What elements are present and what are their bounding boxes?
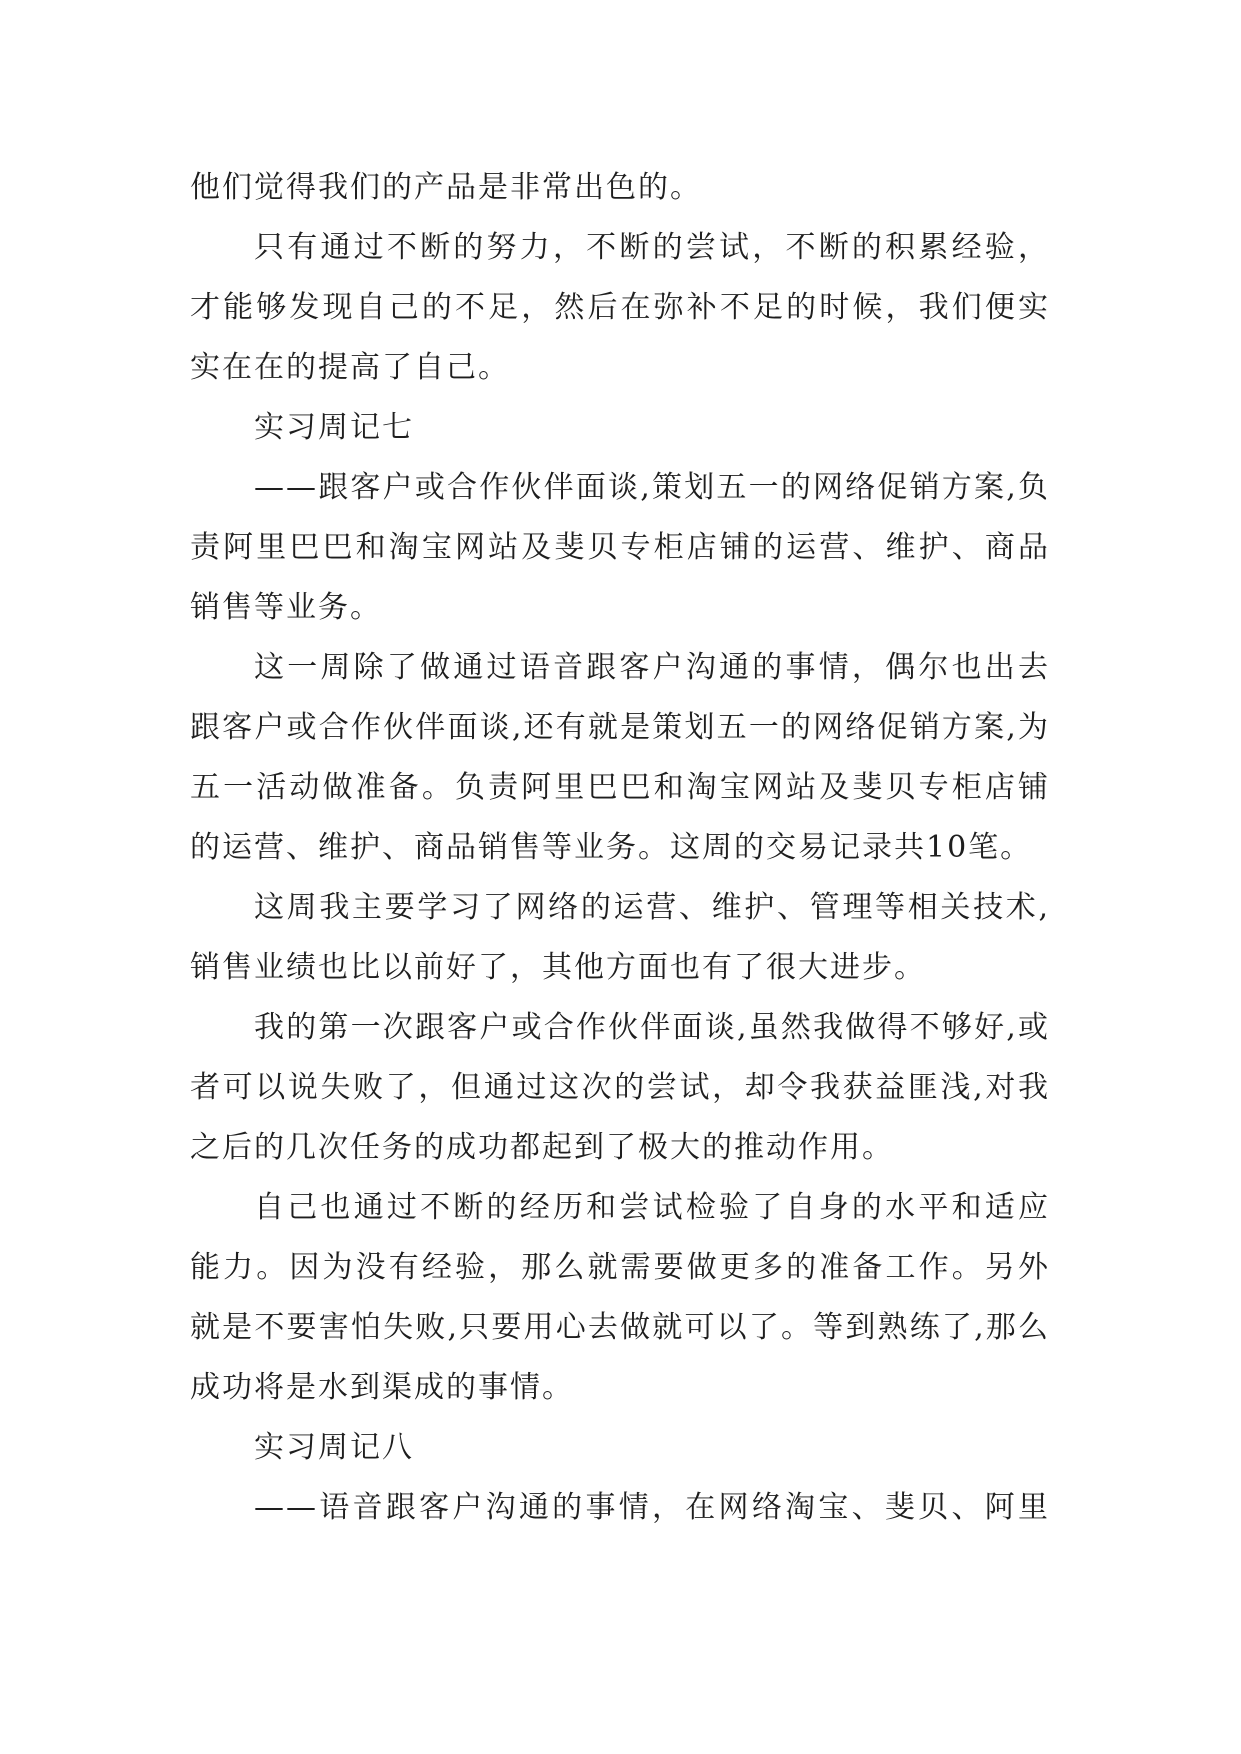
section-summary: ——语音跟客户沟通的事情，在网络淘宝、斐贝、阿里 <box>254 1490 1050 1525</box>
paragraph: 这一周除了做通过语音跟客户沟通的事情，偶尔也出去跟客户或合作伙伴面谈,还有就是策划五一的网络促销方案,为五一活动做准备。负责阿里巴巴和淘宝网站及斐贝专柜店铺的运营、维护、商品销售等业务。这周的交易记录共10笔。 <box>190 650 1050 865</box>
section-summary: ——跟客户或合作伙伴面谈,策划五一的网络促销方案,负责阿里巴巴和淘宝网站及斐贝专柜店铺的运营、维护、商品销售等业务。 <box>190 470 1050 625</box>
paragraph-continuation: 他们觉得我们的产品是非常出色的。 <box>190 170 702 205</box>
paragraph: 我的第一次跟客户或合作伙伴面谈,虽然我做得不够好,或者可以说失败了，但通过这次的尝试，却令我获益匪浅,对我之后的几次任务的成功都起到了极大的推动作用。 <box>190 1010 1050 1165</box>
paragraph: 自己也通过不断的经历和尝试检验了自身的水平和适应能力。因为没有经验，那么就需要做更多的准备工作。另外就是不要害怕失败,只要用心去做就可以了。等到熟练了,那么成功将是水到渠成的事情。 <box>190 1190 1050 1405</box>
document-body <box>190 158 1050 1538</box>
paragraph: 这周我主要学习了网络的运营、维护、管理等相关技术,销售业绩也比以前好了，其他方面也有了很大进步。 <box>190 890 1050 985</box>
section-heading-week-eight: 实习周记八 <box>254 1430 414 1465</box>
section-heading-week-seven: 实习周记七 <box>254 410 414 445</box>
paragraph: 只有通过不断的努力，不断的尝试，不断的积累经验，才能够发现自己的不足，然后在弥补不足的时候，我们便实实在在的提高了自己。 <box>190 230 1050 385</box>
